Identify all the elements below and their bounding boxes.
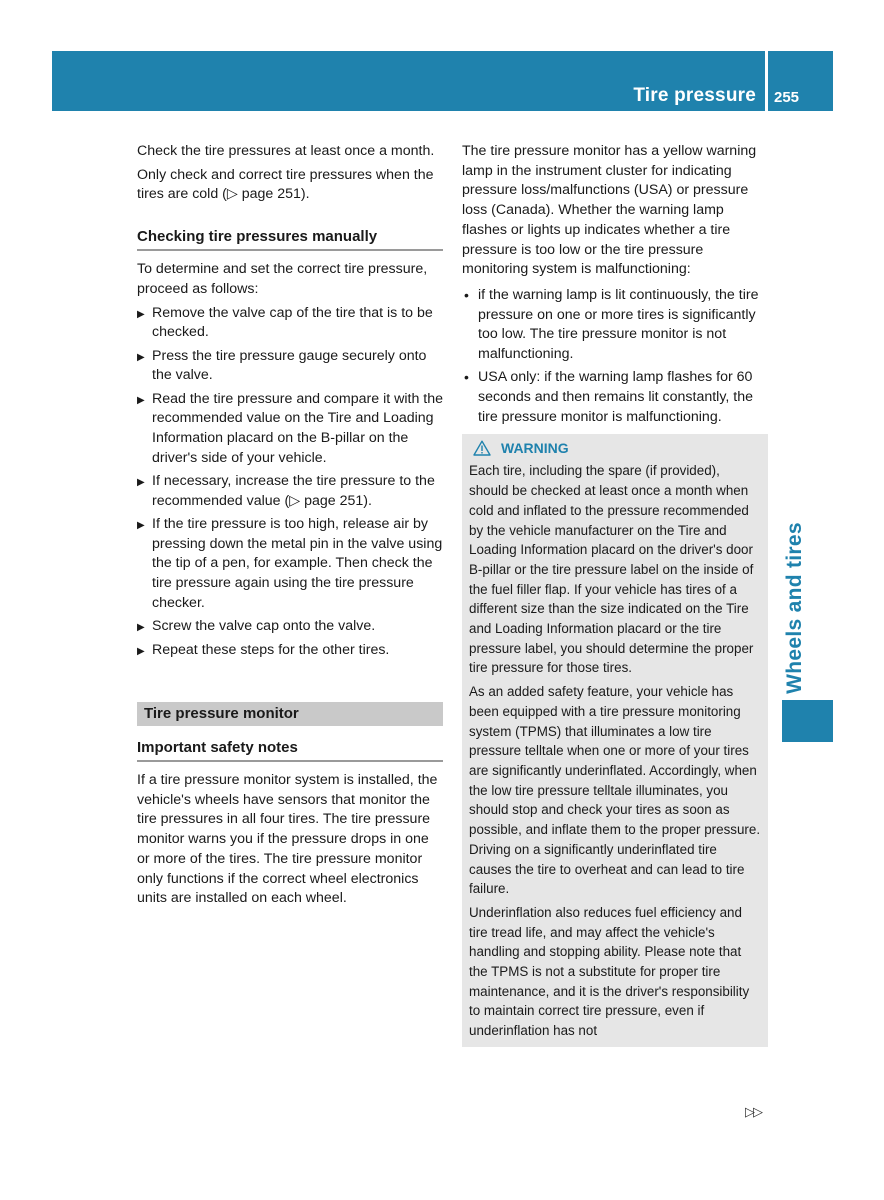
step-item: [137, 347, 443, 386]
step-arrow-icon: ▶: [137, 622, 145, 634]
manual-intro: To determine and set the correct tire pressure, proceed as follows:: [137, 261, 428, 297]
step-item: [137, 390, 443, 469]
warning-paragraph: Underinflation also reduces fuel efficiency and tire tread life, and may affect the vehicle's handling and stopping ability. Please note that the TPMS is not a substitute for proper tire maintenance, and it is the driver's responsibility to maintain correct tire pressure, even if underinflation has not: [469, 904, 750, 1039]
step-arrow-icon: ▶: [137, 308, 145, 320]
warning-paragraph: As an added safety feature, your vehicle has been equipped with a tire pressure monitoring system (TPMS) that illuminates a low tire pressure telltale when one or more of your tires are significantly underinflated. Accordingly, when the low tire pressure telltale illuminates, you should stop and check your tires as soon as possible, and inflate them to the proper pressure. Driving on a significantly underinflated tire causes the tire to overheat and can lead to tire failure.: [469, 684, 761, 897]
warning-box: [462, 434, 768, 1046]
step-item: [137, 617, 443, 638]
step-list: [137, 304, 443, 663]
step-text: Press the tire pressure gauge securely onto the valve.: [152, 347, 427, 384]
warning-header: [469, 438, 761, 458]
section-heading-manual-check: Checking tire pressures manually: [137, 227, 443, 251]
bullet-item: [462, 368, 768, 427]
bullet-text: if the warning lamp is lit continuously, the tire pressure on one or more tires is significantly too low. The tire pressure monitor is not malfunctioning.: [478, 286, 759, 363]
section-heading-tire-pressure-monitor: Tire pressure monitor: [137, 702, 443, 726]
step-text: Screw the valve cap onto the valve.: [152, 618, 376, 635]
step-text: Remove the valve cap of the tire that is to be checked.: [152, 304, 433, 341]
bullet-dot-icon: •: [464, 286, 469, 303]
right-column: [462, 142, 768, 1047]
page-number: 255: [774, 89, 800, 106]
safety-notes-text: If a tire pressure monitor system is installed, the vehicle's wheels have sensors that monitor the tire pressures in all four tires. The tire pressure monitor warns you if the pressure drops in one or more of the tires. The tire pressure monitor only functions if the correct wheel electronics units are installed on each wheel.: [137, 772, 438, 907]
warning-label: WARNING: [501, 440, 569, 457]
header-divider: [765, 51, 768, 111]
bullet-dot-icon: •: [464, 369, 469, 386]
step-text: Repeat these steps for the other tires.: [152, 642, 390, 659]
page-title: Tire pressure: [633, 85, 756, 106]
intro-paragraph: Only check and correct tire pressures when the tires are cold (▷ page 251).: [137, 166, 434, 203]
step-text: If necessary, increase the tire pressure to the recommended value (▷ page 251).: [152, 472, 435, 509]
step-item: [137, 304, 443, 343]
side-tab-marker: [782, 700, 833, 742]
subheading-safety-notes: Important safety notes: [137, 738, 443, 762]
step-item: [137, 472, 443, 511]
intro-paragraph: Check the tire pressures at least once a month.: [137, 143, 435, 159]
step-arrow-icon: ▶: [137, 351, 145, 363]
step-text: Read the tire pressure and compare it with the recommended value on the Tire and Loading Information placard on the B-pillar on the driver's side of your vehicle.: [152, 390, 443, 466]
warning-triangle-icon: [473, 440, 491, 456]
left-column: [137, 142, 443, 913]
side-tab: [777, 520, 813, 695]
side-tab-label: Wheels and tires: [783, 521, 806, 694]
bullet-list: [462, 286, 768, 428]
step-item: [137, 515, 443, 614]
monitor-intro: The tire pressure monitor has a yellow warning lamp in the instrument cluster for indicating pressure loss/malfunctions (USA) or pressure loss (Canada). Whether the warning lamp flashes or lights up indicates whether a tire pressure is too low or the tire pressure monitoring system is malfunctioning:: [462, 143, 757, 278]
step-text: If the tire pressure is too high, release air by pressing down the metal pin in the valve using the tip of a pen, for example. Then check the tire pressure again using the tire pressure checker.: [152, 515, 443, 611]
step-arrow-icon: ▶: [137, 646, 145, 658]
step-arrow-icon: ▶: [137, 476, 145, 488]
continue-icon: ▷▷: [745, 1104, 761, 1119]
step-item: [137, 641, 443, 662]
step-arrow-icon: ▶: [137, 519, 145, 531]
warning-paragraph: Each tire, including the spare (if provided), should be checked at least once a month when cold and inflated to the pressure recommended by the vehicle manufacturer on the Tire and Loading Information placard on the driver's door B-pillar or the tire pressure label on the inside of the fuel filler flap. If your vehicle has tires of a different size than the size indicated on the Tire and Loading Information placard or the tire pressure label, you should determine the proper tire pressure for those tires.: [469, 463, 754, 676]
bullet-item: [462, 286, 768, 365]
bullet-text: USA only: if the warning lamp flashes for 60 seconds and then remains lit constantly, the tire pressure monitor is malfunctioning.: [478, 369, 753, 425]
step-arrow-icon: ▶: [137, 394, 145, 406]
